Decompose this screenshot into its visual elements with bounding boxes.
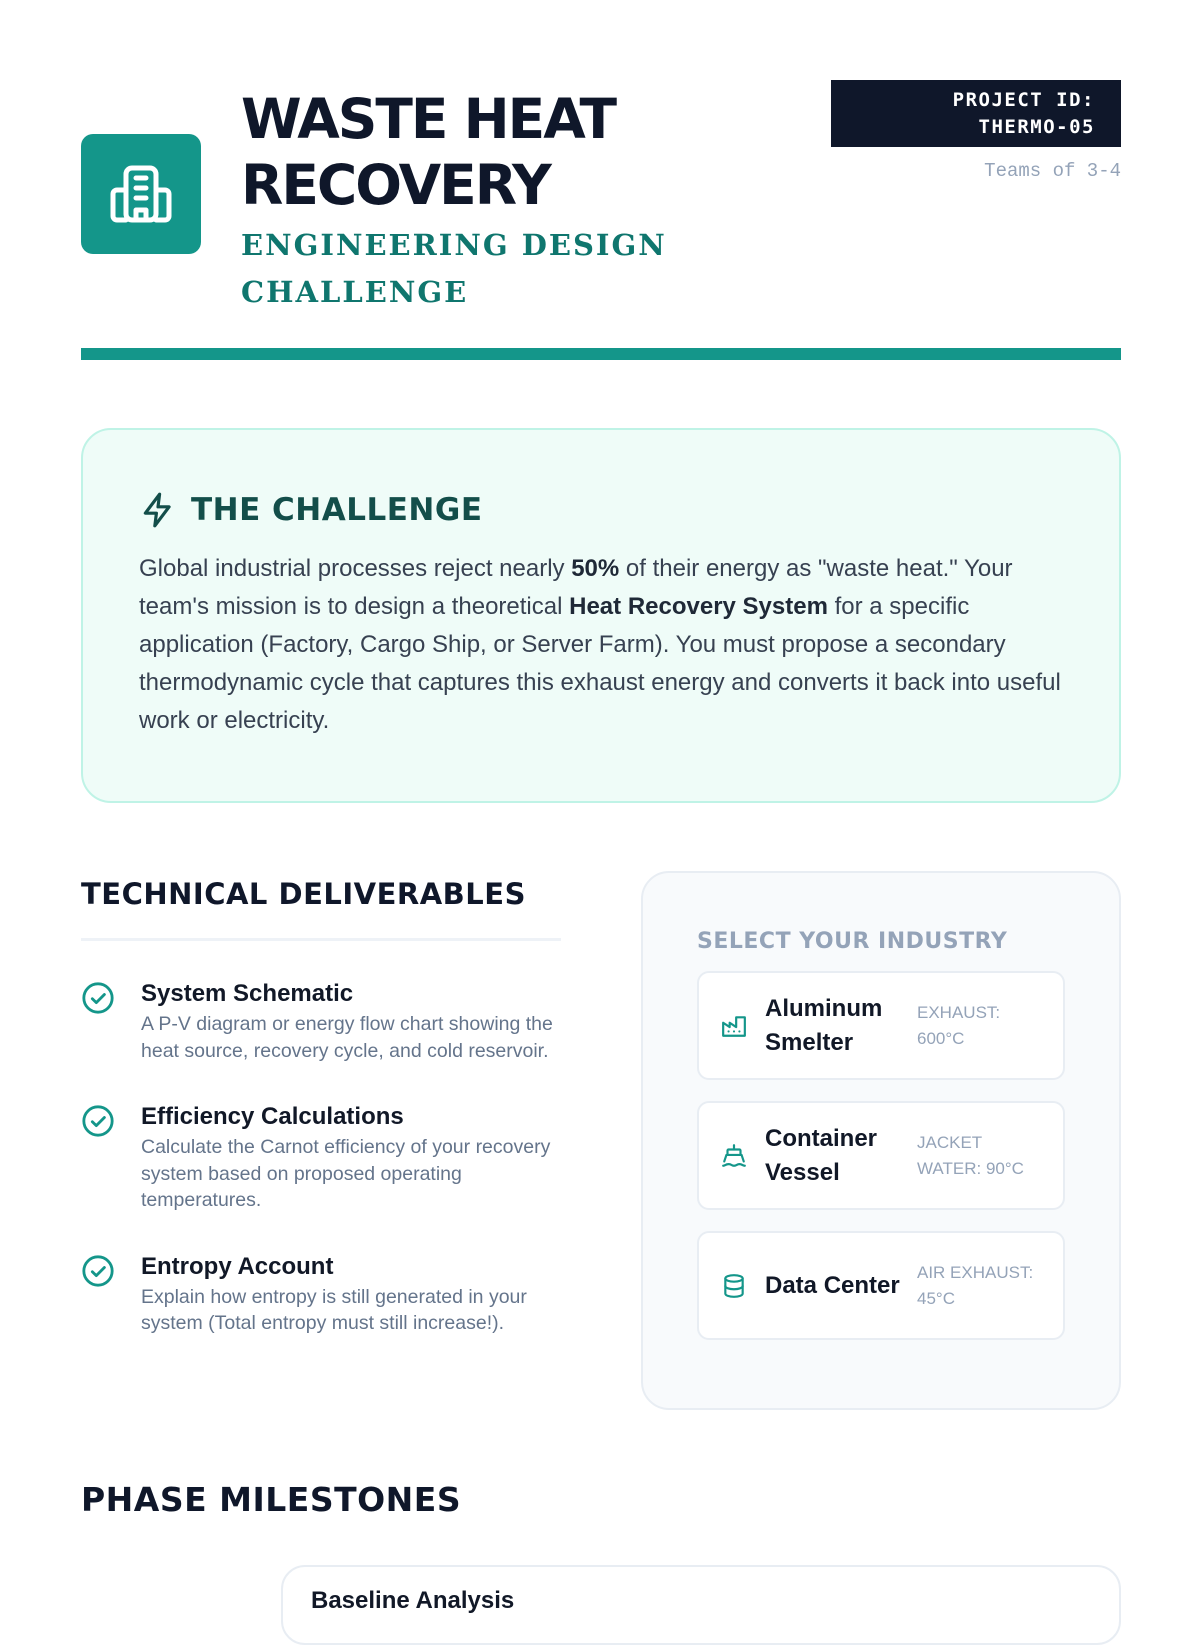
ship-icon (721, 1143, 747, 1169)
deliverable-description: Explain how entropy is still generated in your system (Total entropy must still increase!). (141, 1285, 527, 1334)
building-icon (109, 162, 173, 226)
challenge-panel (81, 428, 1121, 803)
deliverable-text (141, 979, 561, 1064)
deliverable-name: Efficiency Calculations (141, 1103, 404, 1130)
milestone-card (281, 1565, 1121, 1645)
milestones-title: PHASE MILESTONES (81, 1480, 462, 1519)
subtitle-line-1: ENGINEERING DESIGN (241, 228, 667, 262)
header (81, 0, 1121, 360)
industry-option-icon (721, 1013, 765, 1039)
deliverable-name: System Schematic (141, 980, 354, 1007)
deliverable-item (81, 1252, 561, 1337)
challenge-description (139, 550, 1063, 740)
check-circle-icon (81, 981, 115, 1015)
worksheet-page (81, 0, 1121, 1614)
project-id-badge (831, 80, 1121, 147)
industry-selector (641, 871, 1121, 1410)
deliverable-description: A P-V diagram or energy flow chart showing the heat source, recovery cycle, and cold reservoir. (141, 1013, 553, 1062)
page-subtitle (241, 222, 801, 316)
deliverable-name: Entropy Account (141, 1252, 334, 1280)
industry-option-temp: JACKET WATER: 90°C (917, 1132, 1024, 1178)
factory-icon (721, 1013, 747, 1039)
project-id-label: PROJECT ID: (952, 89, 1095, 111)
deliverables-divider (81, 938, 561, 941)
subtitle-line-2: CHALLENGE (241, 275, 469, 309)
check-circle-icon (81, 1254, 115, 1288)
deliverables-title: TECHNICAL DELIVERABLES (81, 877, 526, 911)
title-line-2: RECOVERY (241, 153, 550, 217)
challenge-heading (139, 488, 1063, 532)
project-id-value: THERMO-05 (978, 116, 1095, 138)
deliverable-icon (81, 1102, 141, 1214)
team-size-note: Teams of 3-4 (984, 160, 1121, 182)
deliverable-text (141, 1252, 561, 1337)
industry-option-temp: AIR EXHAUST: 45°C (917, 1262, 1034, 1308)
milestone-card-title: Baseline Analysis (311, 1587, 515, 1614)
logo-tile (81, 134, 201, 254)
industry-title: SELECT YOUR INDUSTRY (697, 929, 1008, 954)
deliverable-item (81, 1102, 561, 1214)
industry-option-icon (721, 1143, 765, 1169)
industry-option-name: Data Center (765, 1271, 900, 1299)
deliverable-description: Calculate the Carnot efficiency of your recovery system based on proposed operating temperatures. (141, 1136, 551, 1211)
industry-option-name: Aluminum Smelter (765, 994, 883, 1056)
page-title (241, 86, 801, 218)
industry-option-container-vessel[interactable] (697, 1101, 1065, 1210)
header-divider (81, 348, 1121, 360)
deliverable-icon (81, 979, 141, 1064)
challenge-highlight-percent: 50% (571, 555, 620, 582)
challenge-text-1: Global industrial processes reject nearly (139, 555, 572, 582)
title-block (241, 86, 801, 316)
industry-option-temp: EXHAUST: 600°C (917, 1002, 1001, 1048)
industry-option-data-center[interactable] (697, 1231, 1065, 1340)
industry-option-icon (721, 1272, 765, 1300)
challenge-highlight-system: Heat Recovery System (569, 593, 828, 620)
challenge-title: THE CHALLENGE (191, 492, 483, 528)
deliverable-item (81, 979, 561, 1064)
zap-icon (139, 490, 177, 530)
industry-option-aluminum-smelter[interactable] (697, 971, 1065, 1080)
database-icon (721, 1272, 747, 1300)
deliverable-icon (81, 1252, 141, 1337)
deliverable-text (141, 1102, 561, 1214)
deliverables-section (81, 870, 561, 1337)
challenge-text-2: of their energy as "waste heat." Your team's mission is to design a theoretical (139, 555, 1013, 620)
industry-option-name: Container Vessel (765, 1124, 878, 1186)
challenge-text-3: for a specific application (Factory, Cargo Ship, or Server Farm). You must propose a secondary thermodynamic cycle that captures this exhaust energy and converts it back into useful work or electricity. (139, 593, 1061, 734)
title-line-1: WASTE HEAT (241, 87, 616, 151)
check-circle-icon (81, 1104, 115, 1138)
